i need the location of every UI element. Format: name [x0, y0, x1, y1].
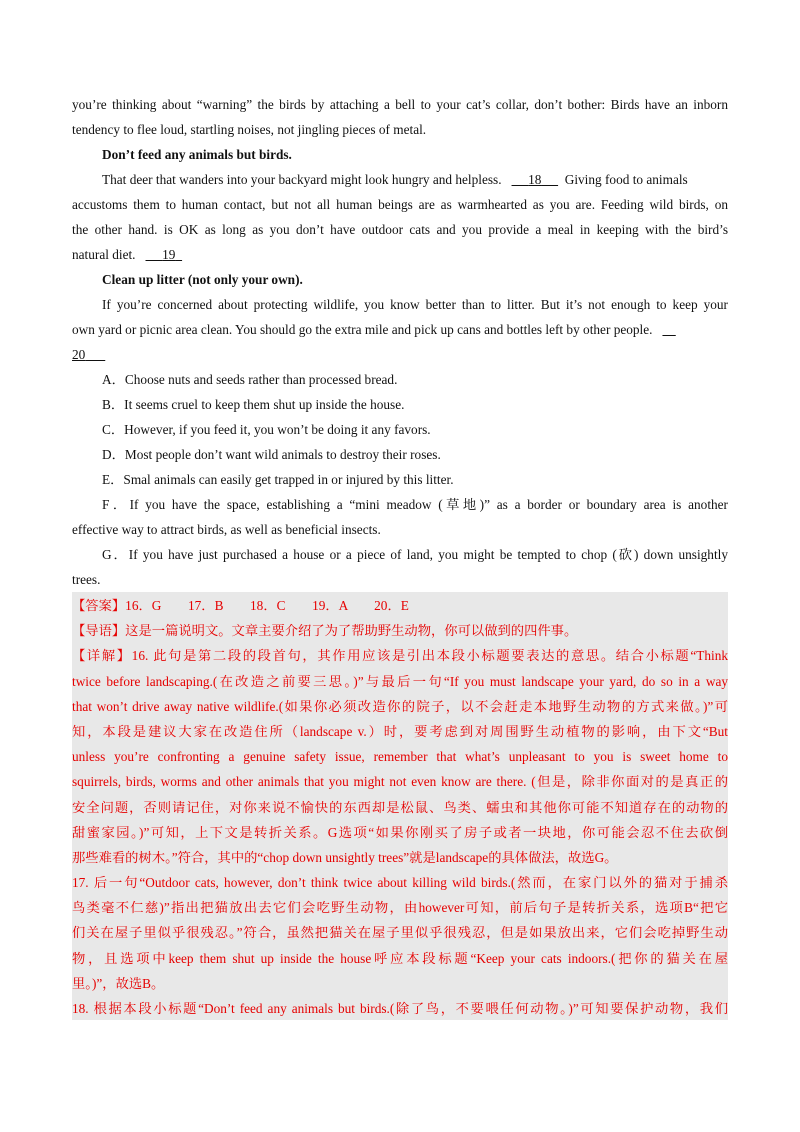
analysis-line: 鸟类毫不仁慈)”指出把猫放出去它们会吃野生动物，由however可知，前后句子是转折关系，选项B“把它	[72, 900, 728, 916]
passage-line: accustoms them to human contact, but not all human beings are as warmhearted as you are. Feeding wild birds, on	[72, 197, 728, 212]
blank-19: 19	[162, 247, 176, 262]
passage-line: natural diet. 19	[72, 242, 728, 267]
blank-18: 18	[528, 172, 542, 187]
analysis-line: 那些难看的树木。”符合，其中的“chop down unsightly trees”就是landscape的具体做法，故选G。	[72, 849, 618, 865]
option-g-continued: trees.	[72, 572, 101, 587]
option-f: F．If you have the space, establishing a “mini meadow (草地)” as a border or boundary area is another	[102, 497, 728, 512]
analysis	[72, 593, 728, 1021]
subheading-clean-up-litter: Clean up litter (not only your own).	[102, 272, 303, 287]
option-g: G．If you have just purchased a house or a piece of land, you might be tempted to chop (砍) down unsightly	[102, 547, 728, 562]
option-b: B．It seems cruel to keep them shut up inside the house.	[102, 397, 405, 412]
analysis-line: 【详解】16. 此句是第二段的段首句，其作用应该是引出本段小标题要表达的意思。结合小标题“Think	[72, 648, 728, 664]
passage-line: you’re thinking about “warning” the birds by attaching a bell to your cat’s collar, don’t bother: Birds have an inborn	[72, 97, 728, 112]
passage-line: That deer that wanders into your backyard might look hungry and helpless. 18 Giving food to animals	[102, 172, 688, 187]
analysis-line: 甜蜜家园。)”可知，上下文是转折关系。G选项“如果你刚买了房子或者一块地，你可能会忍不住去砍倒	[72, 824, 728, 840]
passage-line: own yard or picnic area clean. You should go the extra mile and pick up cans and bottles left by other people.	[72, 322, 653, 337]
passage	[72, 92, 728, 592]
option-c: C．However, if you feed it, you won’t be doing it any favors.	[102, 422, 431, 437]
blank-20: 20	[72, 347, 86, 362]
analysis-line: 们关在屋子里似乎很残忍。”符合，虽然把猫关在屋子里似乎很残忍，但是如果放出来，它们会吃掉野生动	[72, 925, 728, 941]
option-d: D．Most people don’t want wild animals to destroy their roses.	[102, 447, 441, 462]
guide-line: 【导语】这是一篇说明文。文章主要介绍了为了帮助野生动物，你可以做到的四件事。	[72, 623, 578, 639]
analysis-line: 17. 后一句“Outdoor cats, however, don’t think twice about killing wild birds.(然而，在家门以外的猫对于捕杀	[72, 875, 728, 891]
analysis-line: that won’t drive away native wildlife.(如果你必须改造你的院子，以不会赶走本地野生动物的方式来做。)”可	[72, 698, 728, 714]
passage-line	[72, 342, 728, 367]
passage-line: tendency to flee loud, startling noises, not jingling pieces of metal.	[72, 122, 427, 137]
analysis-line: 知，本段是建议大家在改造住所（landscape v.）时，要考虑到对周围野生动植物的影响，由下文“But	[72, 723, 728, 739]
subheading-feed-birds: Don’t feed any animals but birds.	[102, 147, 292, 162]
passage-line: If you’re concerned about protecting wildlife, you know better than to litter. But it’s not enough to keep your	[102, 297, 728, 312]
option-f-continued: effective way to attract birds, as well as beneficial insects.	[72, 522, 381, 537]
passage-line: the other hand. is OK as long as you don’t have outdoor cats and you provide a meal in keeping with the bird’s	[72, 222, 728, 237]
analysis-line: twice before landscaping.(在改造之前要三思。)”与最后一句“If you must landscape your yard, do so in a way	[72, 673, 728, 689]
analysis-line: unless you’re confronting a genuine safety issue, remember that what’s unpleasant to you is sweet home to	[72, 749, 728, 765]
answer-line: 【答案】16．G 17．B 18．C 19．A 20．E	[72, 598, 409, 613]
analysis-line: 里。)”，故选B。	[72, 975, 165, 991]
analysis-line: 安全问题，否则请记住，对你来说不愉快的东西却是松鼠、鸟类、蠕虫和其他你可能不知道存在的动物的	[72, 799, 728, 815]
analysis-line: 18. 根据本段小标题“Don’t feed any animals but birds.(除了鸟，不要喂任何动物。)”可知要保护动物，我们	[72, 1001, 728, 1016]
analysis-line: 物，且选项中keep them shut up inside the house呼应本段标题“Keep your cats indoors.(把你的猫关在屋	[72, 950, 728, 966]
analysis-line: squirrels, birds, worms and other animals that you might not even know are there. (但是，除非你面对的是真正的	[72, 774, 728, 790]
option-e: E．Smal animals can easily get trapped in or injured by this litter.	[102, 472, 454, 487]
option-a: A．Choose nuts and seeds rather than processed bread.	[102, 372, 398, 387]
